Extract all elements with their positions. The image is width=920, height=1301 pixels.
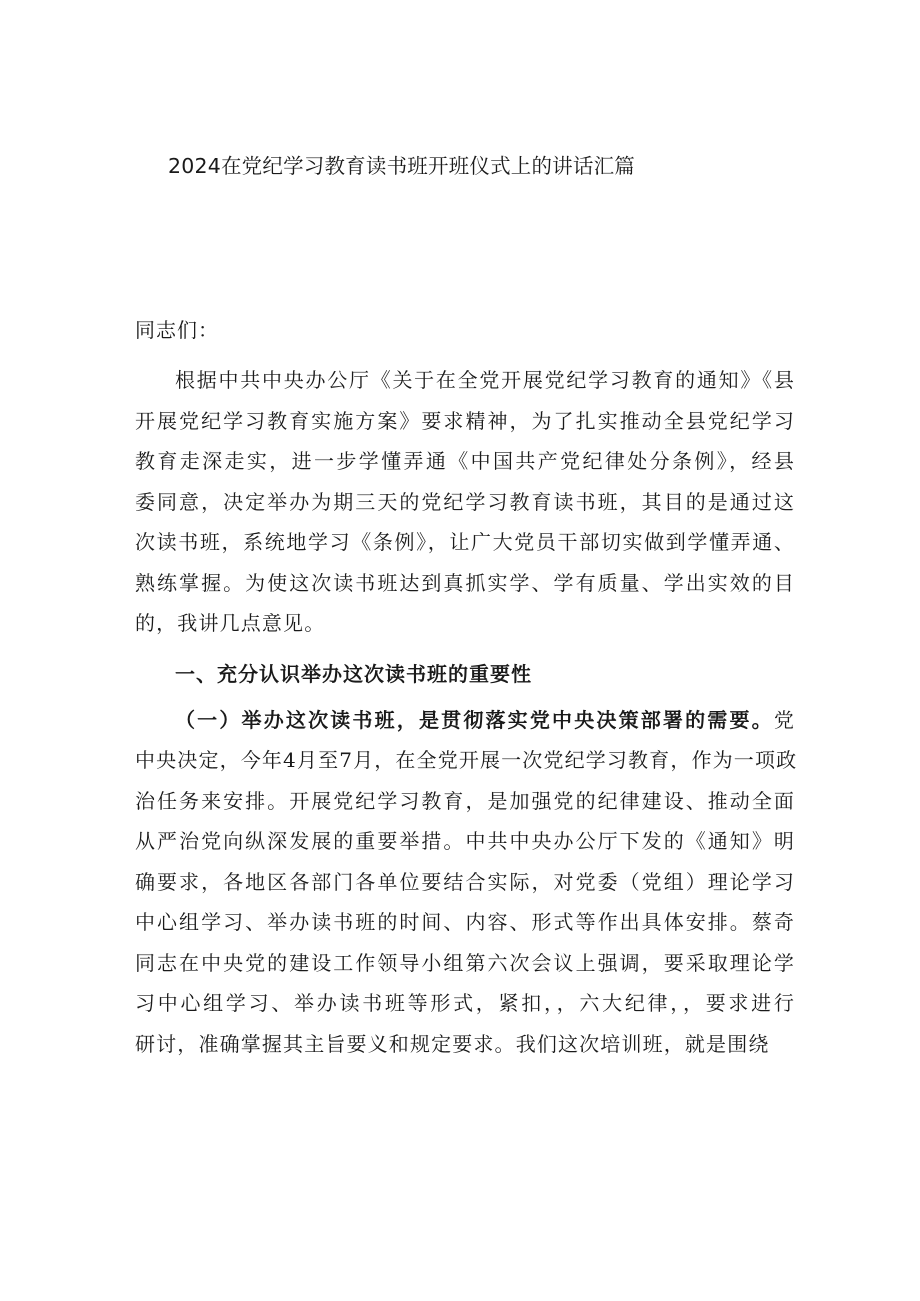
text-line: 委同意，决定举办为期三天的党纪学习教育读书班，其目的是通过这 — [135, 489, 795, 514]
document-title: 2024在党纪学习教育读书班开班仪式上的讲话汇篇 — [168, 154, 635, 178]
text-line: 确要求，各地区各部门各单位要结合实际，对党委（党组）理论学习 — [135, 869, 795, 894]
text-line: 中心组学习、举办读书班的时间、内容、形式等作出具体安排。蔡奇 — [135, 910, 795, 934]
text-line: 党 — [773, 707, 795, 732]
paragraph-intro — [135, 360, 795, 644]
text-line: 习中心组学习、举办读书班等形式，紧扣，，六大纪律，，要求进行 — [135, 991, 795, 1015]
text-line: 从严治党向纵深发展的重要举措。中共中央办公厅下发的《通知》明 — [135, 829, 795, 853]
point-heading: （一）举办这次读书班，是贯彻落实党中央决策部署的需要。 — [175, 707, 774, 732]
text-line: 开展党纪学习教育实施方案》要求精神，为了扎实推动全县党纪学习 — [135, 408, 795, 433]
text-line: 的，我讲几点意见。 — [135, 611, 326, 635]
text-line: 中央决定，今年4月至7月，在全党开展一次党纪学习教育，作为一项政 — [135, 748, 798, 772]
document-body — [135, 310, 798, 1064]
text-line: 同志在中央党的建设工作领导小组第六次会议上强调，要采取理论学 — [135, 950, 795, 975]
text-line: 根据中共中央办公厅《关于在全党开展党纪学习教育的通知》《县 — [175, 368, 795, 392]
text-line: 研讨，准确掌握其主旨要义和规定要求。我们这次培训班，就是围绕 — [135, 1031, 770, 1056]
text-line: 治任务来安排。开展党纪学习教育，是加强党的纪律建设、推动全面 — [135, 788, 795, 813]
text-line: 次读书班，系统地学习《条例》，让广大党员干部切实做到学懂弄通、 — [135, 530, 795, 554]
text-line: 教育走深走实，进一步学懂弄通《中国共产党纪律处分条例》，经县 — [135, 449, 795, 473]
section-heading-1: 一、充分认识举办这次读书班的重要性 — [175, 661, 532, 686]
paragraph-section1-point1 — [135, 700, 798, 1065]
salutation: 同志们： — [135, 318, 219, 342]
text-line: 熟练掌握。为使这次读书班达到真抓实学、学有质量、学出实效的目 — [135, 570, 795, 595]
